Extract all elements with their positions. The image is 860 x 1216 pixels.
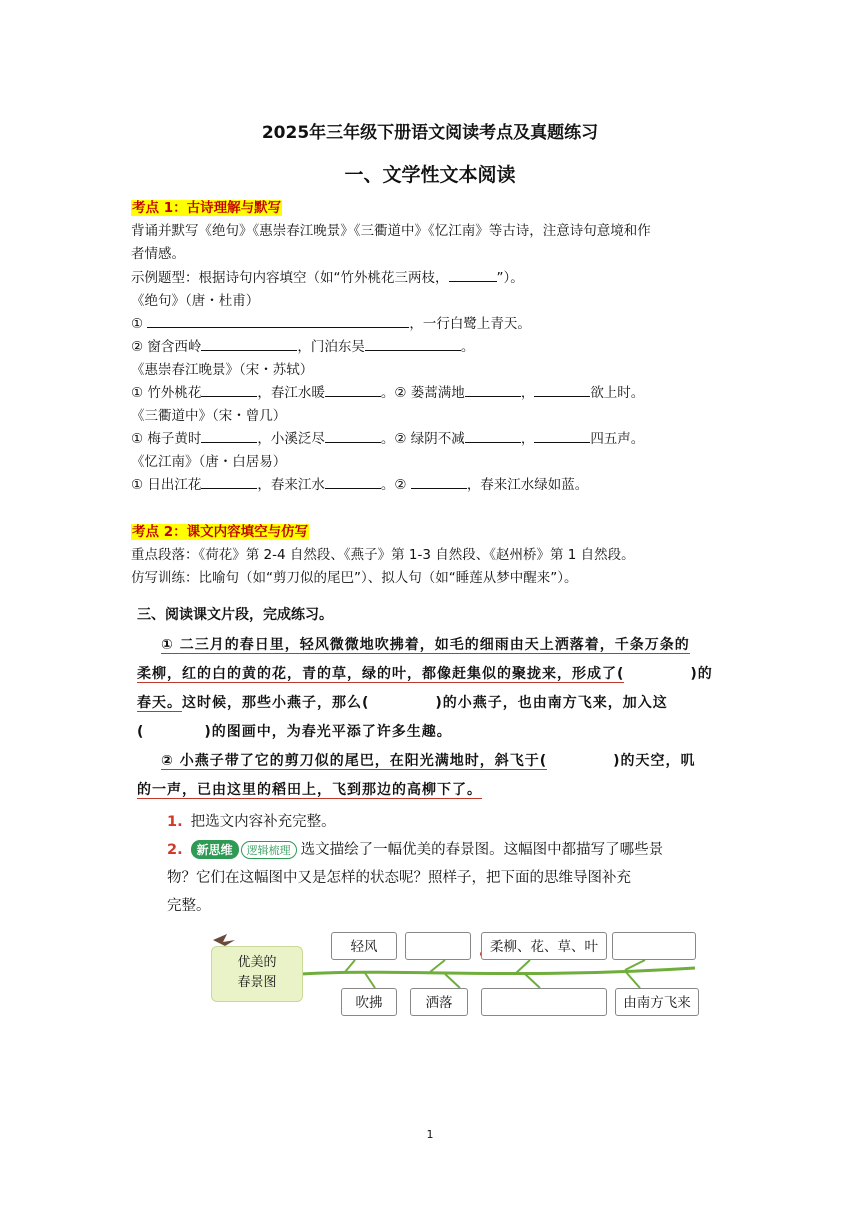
mm-top-4 xyxy=(612,932,696,960)
para1-line4: ( )的图画中，为春光平添了许多生趣。 xyxy=(137,724,452,740)
question-2: 2. 新思维 逻辑梳理 选文描绘了一幅优美的春景图。这幅图中都描写了哪些景 xyxy=(167,842,664,858)
point1-label: 考点 1：古诗理解与默写 xyxy=(132,200,282,216)
mind-map xyxy=(205,928,705,1018)
blank xyxy=(411,474,467,489)
poem2-lines: ① 竹外桃花 ，春江水暖 。② 蒌蒿满地 ， 欲上时。 xyxy=(131,381,644,401)
poem4-title: 《忆江南》（唐・白居易） xyxy=(131,454,287,470)
blank xyxy=(465,428,521,443)
para2-line1: ② 小燕子带了它的剪刀似的尾巴，在阳光满地时，斜飞于( )的天空，叽 xyxy=(161,753,696,769)
poem4-lines: ① 日出江花 ，春来江水 。② ，春来江水绿如蓝。 xyxy=(131,473,588,493)
swallow-icon xyxy=(213,934,235,946)
mm-bottom-4: 由南方飞来 xyxy=(615,988,699,1016)
blank xyxy=(201,382,257,397)
excerpt-heading: 三、阅读课文片段，完成练习。 xyxy=(137,607,333,623)
para2-line2: 的一声，已由这里的稻田上，飞到那边的高柳下了。 xyxy=(137,782,482,798)
point2-label: 考点 2：课文内容填空与仿写 xyxy=(132,524,309,540)
mm-top-2 xyxy=(405,932,471,960)
mm-bottom-1: 吹拂 xyxy=(341,988,397,1016)
point1-desc-1: 背诵并默写《绝句》《惠崇春江晚景》《三衢道中》《忆江南》等古诗，注意诗句意境和作 xyxy=(131,223,651,239)
poem3-title: 《三衢道中》（宋・曾几） xyxy=(131,408,287,424)
poem1-title: 《绝句》（唐・杜甫） xyxy=(131,293,260,309)
point2-line1: 重点段落：《荷花》第 2-4 自然段、《燕子》第 1-3 自然段、《赵州桥》第 1 自然段。 xyxy=(131,547,635,563)
para1-line3: 春天。这时候，那些小燕子，那么( )的小燕子，也由南方飞来，加入这 xyxy=(137,695,668,711)
point2-line2: 仿写训练：比喻句（如“剪刀似的尾巴”）、拟人句（如“睡莲从梦中醒来”）。 xyxy=(131,570,578,586)
blank xyxy=(325,474,381,489)
blank xyxy=(465,382,521,397)
section-title: 一、文学性文本阅读 xyxy=(344,164,516,186)
point1-example: 示例题型：根据诗句内容填空（如“竹外桃花三两枝， ”）。 xyxy=(131,266,524,286)
para1-line2: 柔柳，红的白的黄的花，青的草，绿的叶，都像赶集似的聚拢来，形成了( )的 xyxy=(137,666,713,682)
question-2-line2: 物？它们在这幅图中又是怎样的状态呢？照样子，把下面的思维导图补充 xyxy=(167,870,631,886)
mm-bottom-3 xyxy=(481,988,607,1016)
blank xyxy=(449,267,497,282)
blank xyxy=(325,382,381,397)
mm-bottom-2: 洒落 xyxy=(410,988,468,1016)
logic-badge: 逻辑梳理 xyxy=(241,841,297,859)
mm-top-1: 轻风 xyxy=(331,932,397,960)
poem1-line2: ② 窗含西岭 ，门泊东吴 。 xyxy=(131,335,474,355)
blank xyxy=(201,474,257,489)
point1-label-line xyxy=(131,196,282,216)
mm-top-3: 柔柳、花、草、叶 xyxy=(481,932,607,960)
blank xyxy=(534,428,590,443)
page-number: 1 xyxy=(426,1128,434,1141)
point2-label-line xyxy=(131,520,309,540)
point1-desc-2: 者情感。 xyxy=(131,246,185,262)
para1-line1: ① 二三月的春日里，轻风微微地吹拂着，如毛的细雨由天上洒落着，千条万条的 xyxy=(161,637,690,653)
blank xyxy=(325,428,381,443)
question-1: 1. 把选文内容补充完整。 xyxy=(167,814,336,830)
mind-map-root: 优美的 春景图 xyxy=(211,946,303,1002)
page-title: 2025年三年级下册语文阅读考点及真题练习 xyxy=(261,123,599,143)
blank xyxy=(147,313,409,328)
blank xyxy=(534,382,590,397)
blank xyxy=(201,336,297,351)
blank xyxy=(201,428,257,443)
poem2-title: 《惠崇春江晚景》（宋・苏轼） xyxy=(131,362,314,378)
poem1-line1: ① ，一行白鹭上青天。 xyxy=(131,312,531,332)
question-2-line3: 完整。 xyxy=(167,898,211,914)
new-thinking-badge: 新思维 xyxy=(191,840,239,859)
poem3-lines: ① 梅子黄时 ，小溪泛尽 。② 绿阴不减 ， 四五声。 xyxy=(131,427,644,447)
blank xyxy=(365,336,461,351)
